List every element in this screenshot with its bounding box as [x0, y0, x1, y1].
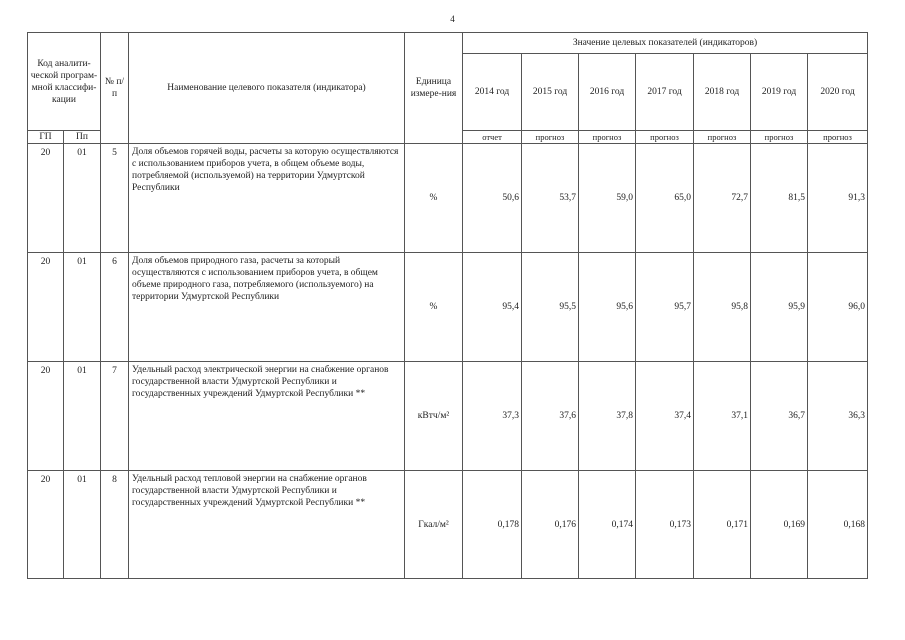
header-year: 2019 год	[751, 54, 808, 131]
row-value: 53,7	[522, 144, 579, 253]
header-year-type: прогноз	[579, 131, 636, 144]
header-code-group: Код аналити-ческой програм-мной классифи-кации	[28, 33, 101, 131]
row-indicator-name: Удельный расход тепловой энергии на снабжение органов государственной власти Удмуртской Республики и государственных учреждений Удмуртской Республики **	[129, 471, 405, 579]
row-value: 95,4	[463, 253, 522, 362]
row-unit: кВтч/м²	[405, 362, 463, 471]
row-value: 37,3	[463, 362, 522, 471]
row-value: 72,7	[694, 144, 751, 253]
row-unit: Гкал/м²	[405, 471, 463, 579]
row-value: 37,6	[522, 362, 579, 471]
row-value: 37,1	[694, 362, 751, 471]
row-gp: 20	[28, 362, 64, 471]
row-pp: 01	[64, 471, 101, 579]
row-value: 0,169	[751, 471, 808, 579]
table-row	[28, 471, 868, 579]
row-pp: 01	[64, 144, 101, 253]
row-value: 81,5	[751, 144, 808, 253]
header-pp: Пп	[64, 131, 101, 144]
header-gp: ГП	[28, 131, 64, 144]
row-value: 0,171	[694, 471, 751, 579]
row-indicator-name: Доля объемов горячей воды, расчеты за которую осуществляются с использованием приборов учета, в общем объеме воды, потребляемой (используемой) на территории Удмуртской Республики	[129, 144, 405, 253]
row-value: 95,7	[636, 253, 694, 362]
row-value: 95,5	[522, 253, 579, 362]
row-value: 59,0	[579, 144, 636, 253]
row-value: 96,0	[808, 253, 868, 362]
row-num: 5	[101, 144, 129, 253]
header-year: 2020 год	[808, 54, 868, 131]
row-gp: 20	[28, 253, 64, 362]
header-row-1	[28, 33, 868, 54]
page-number: 4	[450, 14, 455, 24]
header-year: 2017 год	[636, 54, 694, 131]
header-year-type: прогноз	[808, 131, 868, 144]
row-num: 7	[101, 362, 129, 471]
header-year: 2016 год	[579, 54, 636, 131]
row-pp: 01	[64, 362, 101, 471]
row-value: 37,4	[636, 362, 694, 471]
row-gp: 20	[28, 144, 64, 253]
row-unit: %	[405, 253, 463, 362]
row-value: 50,6	[463, 144, 522, 253]
row-value: 0,174	[579, 471, 636, 579]
row-value: 37,8	[579, 362, 636, 471]
header-values-group: Значение целевых показателей (индикаторов)	[463, 33, 868, 54]
header-year: 2018 год	[694, 54, 751, 131]
header-unit: Единица измере-ния	[405, 33, 463, 144]
header-year-type: прогноз	[636, 131, 694, 144]
row-pp: 01	[64, 253, 101, 362]
header-year-type: прогноз	[522, 131, 579, 144]
header-indicator-name: Наименование целевого показателя (индикатора)	[129, 33, 405, 144]
table-row	[28, 144, 868, 253]
table-row	[28, 362, 868, 471]
row-value: 36,7	[751, 362, 808, 471]
row-value: 0,173	[636, 471, 694, 579]
row-value: 95,8	[694, 253, 751, 362]
row-unit: %	[405, 144, 463, 253]
row-value: 0,178	[463, 471, 522, 579]
row-value: 36,3	[808, 362, 868, 471]
row-value: 0,176	[522, 471, 579, 579]
indicators-table	[27, 32, 868, 579]
header-year-type: прогноз	[751, 131, 808, 144]
row-value: 65,0	[636, 144, 694, 253]
row-value: 0,168	[808, 471, 868, 579]
header-year: 2014 год	[463, 54, 522, 131]
row-value: 95,9	[751, 253, 808, 362]
table-row	[28, 253, 868, 362]
header-year-type: прогноз	[694, 131, 751, 144]
row-num: 8	[101, 471, 129, 579]
row-indicator-name: Удельный расход электрической энергии на снабжение органов государственной власти Удмуртской Республики и государственных учреждений Удмуртской Республики **	[129, 362, 405, 471]
row-indicator-name: Доля объемов природного газа, расчеты за который осуществляются с использованием приборов учета, в общем объеме природного газа, потребляемого (используемого) на территории Удмуртской Республики	[129, 253, 405, 362]
header-num: № п/п	[101, 33, 129, 144]
row-num: 6	[101, 253, 129, 362]
header-year: 2015 год	[522, 54, 579, 131]
row-value: 91,3	[808, 144, 868, 253]
row-gp: 20	[28, 471, 64, 579]
header-year-type: отчет	[463, 131, 522, 144]
row-value: 95,6	[579, 253, 636, 362]
